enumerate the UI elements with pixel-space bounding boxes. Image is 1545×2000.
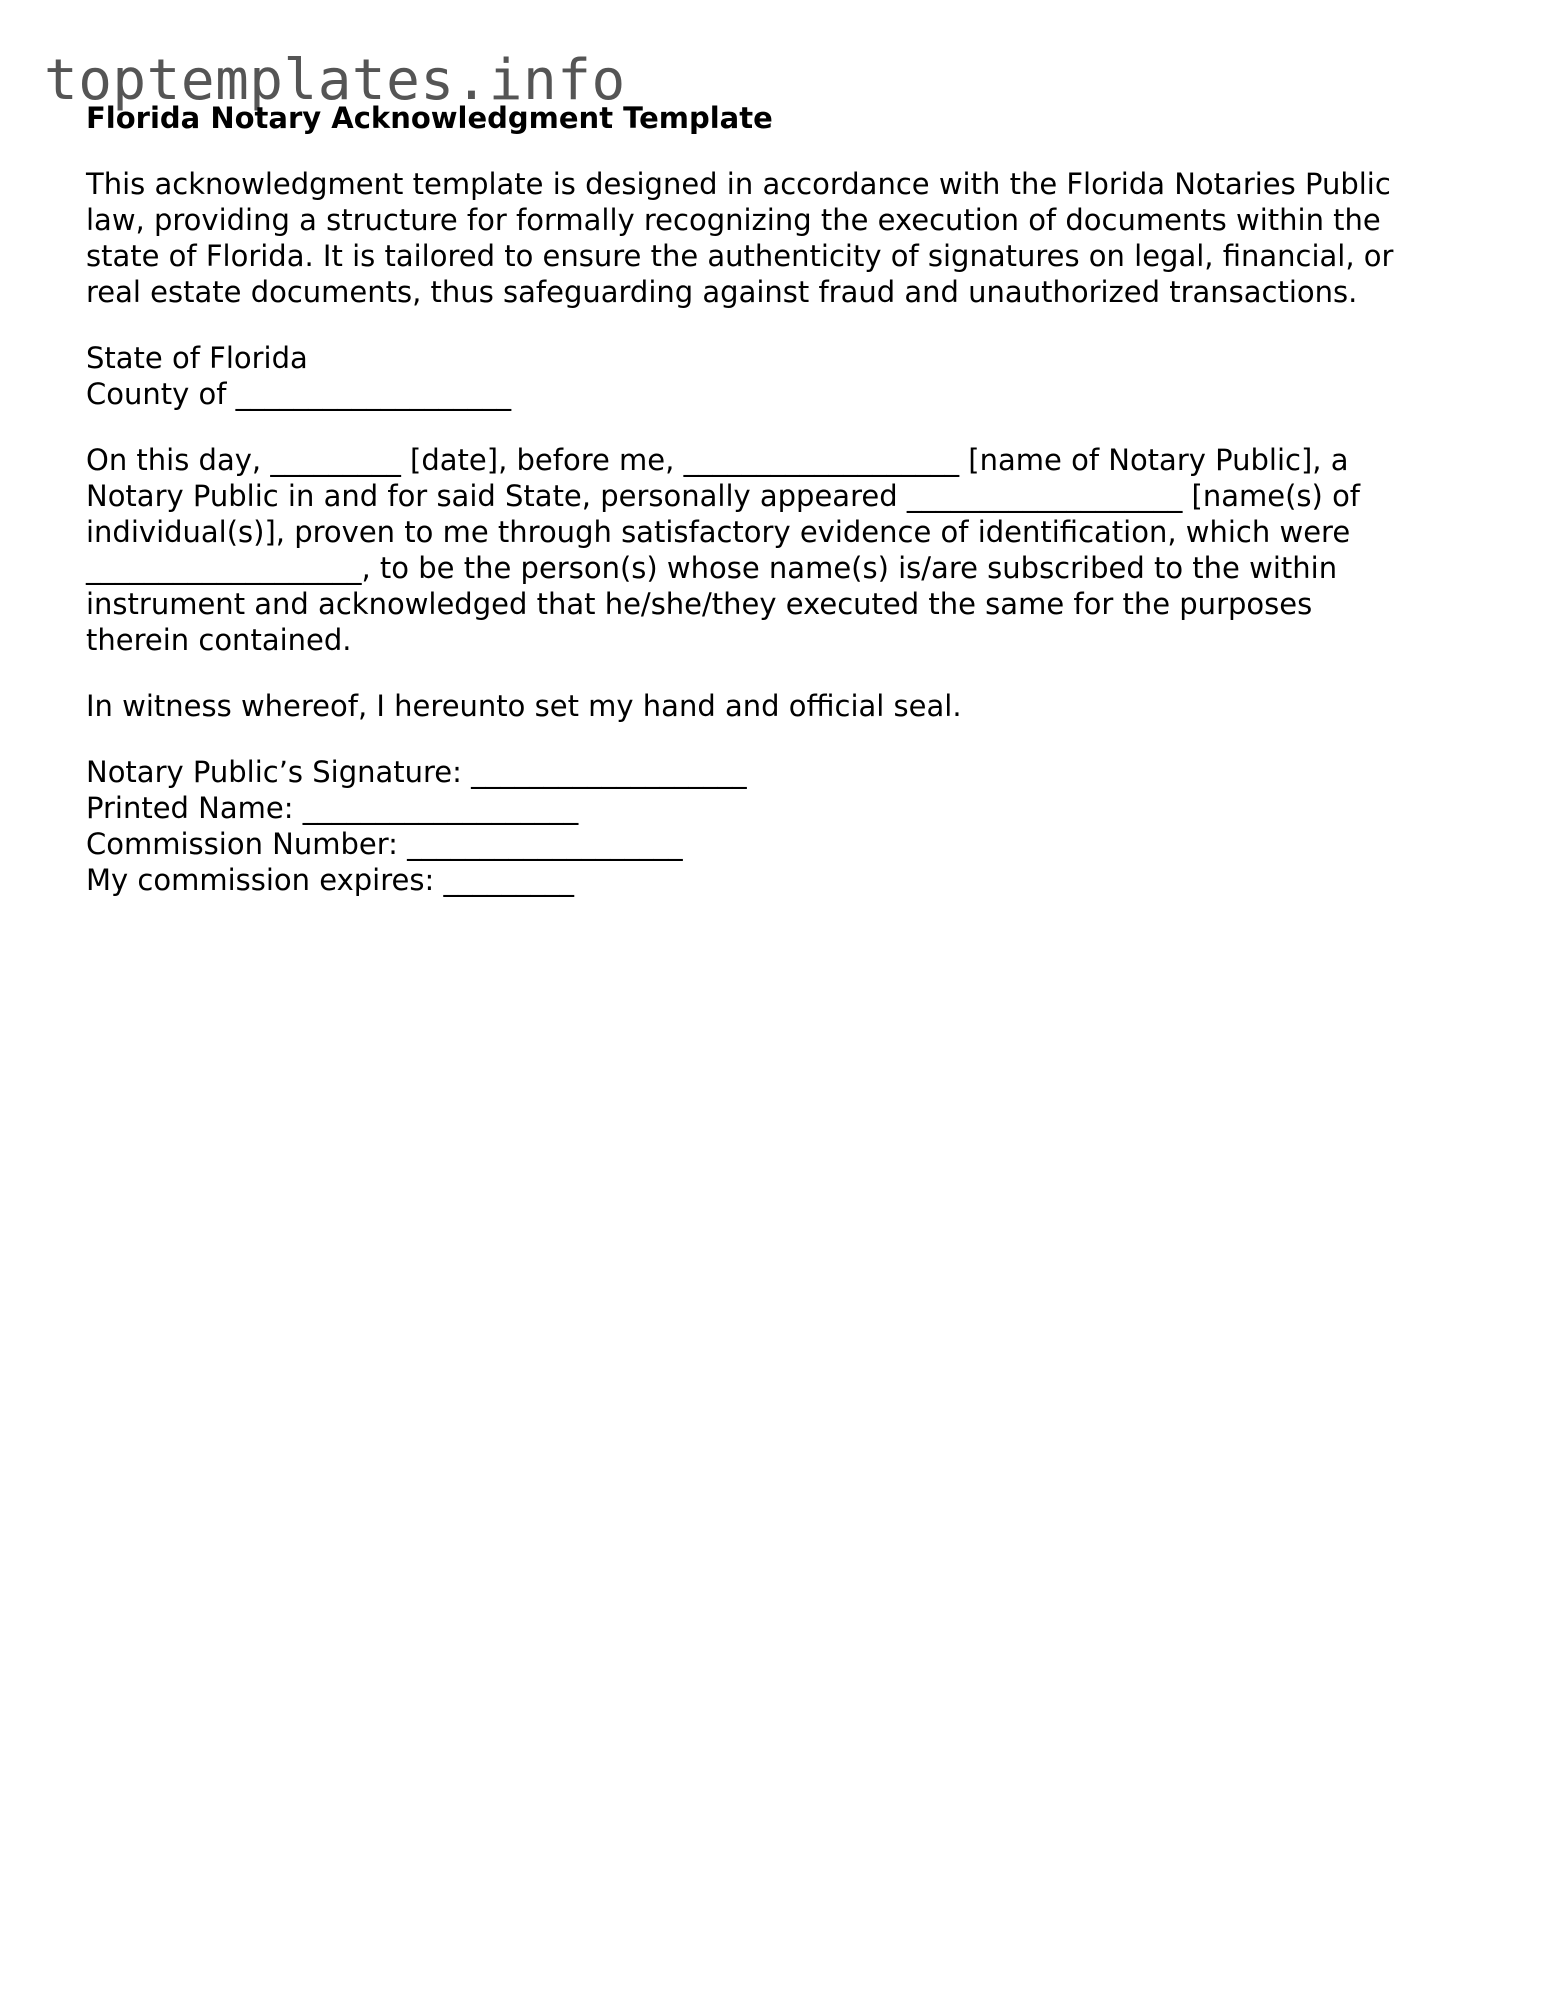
printed-name-line: Printed Name: ___________________ bbox=[86, 791, 579, 825]
acknowledgment-line: On this day, _________ [date], before me, ___________________ [name of Notary Public], a bbox=[86, 443, 1349, 477]
notary-signature-line: Notary Public’s Signature: ___________________ bbox=[86, 755, 747, 789]
document-title: Florida Notary Acknowledgment Template bbox=[86, 101, 773, 135]
venue-county: County of ___________________ bbox=[86, 377, 512, 411]
intro-line: real estate documents, thus safeguarding against fraud and unauthorized transactions. bbox=[86, 275, 1358, 309]
venue-state: State of Florida bbox=[86, 341, 308, 375]
acknowledgment-line: instrument and acknowledged that he/she/they executed the same for the purposes bbox=[86, 587, 1313, 621]
intro-line: state of Florida. It is tailored to ensure the authenticity of signatures on legal, financial, or bbox=[86, 239, 1394, 273]
intro-line: law, providing a structure for formally recognizing the execution of documents within the bbox=[86, 203, 1381, 237]
intro-line: This acknowledgment template is designed in accordance with the Florida Notaries Public bbox=[86, 167, 1391, 201]
witness-statement: In witness whereof, I hereunto set my hand and official seal. bbox=[86, 689, 962, 723]
acknowledgment-paragraph bbox=[86, 442, 1486, 658]
watermark: toptemplates.info bbox=[44, 48, 626, 113]
venue-block bbox=[86, 340, 1486, 412]
document bbox=[86, 100, 1486, 898]
intro-paragraph bbox=[86, 166, 1486, 310]
acknowledgment-line: therein contained. bbox=[86, 623, 352, 657]
commission-expires-line: My commission expires: _________ bbox=[86, 863, 574, 897]
commission-number-line: Commission Number: ___________________ bbox=[86, 827, 683, 861]
acknowledgment-line: ___________________, to be the person(s) whose name(s) is/are subscribed to the within bbox=[86, 551, 1338, 585]
acknowledgment-line: individual(s)], proven to me through satisfactory evidence of identification, which were bbox=[86, 515, 1351, 549]
signature-block bbox=[86, 754, 1486, 898]
acknowledgment-line: Notary Public in and for said State, personally appeared ___________________ [name(s) of bbox=[86, 479, 1361, 513]
